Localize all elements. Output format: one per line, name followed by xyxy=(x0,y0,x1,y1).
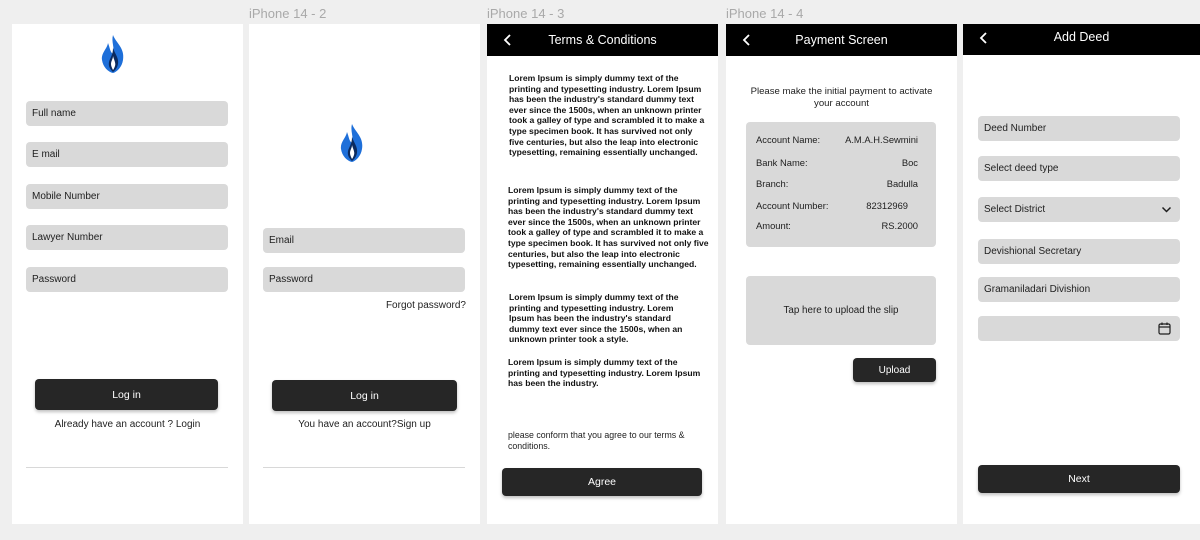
next-button[interactable]: Next xyxy=(978,465,1180,493)
date-field[interactable] xyxy=(978,316,1180,341)
info-label: Account Name: xyxy=(756,134,821,145)
login-button[interactable]: Log in xyxy=(272,380,457,411)
account-number-row xyxy=(756,200,918,211)
terms-screen xyxy=(487,24,718,524)
divider xyxy=(26,467,228,468)
flame-logo-icon xyxy=(98,34,128,74)
terms-paragraph-3: Lorem Ipsum is simply dummy text of the printing and typesetting industry. Lorem Ipsum has been the industry's standard dummy text ever since the 1500s, when an unknown printer took a style. xyxy=(509,292,683,345)
login-button[interactable]: Log in xyxy=(35,379,218,410)
email-field[interactable]: E mail xyxy=(26,142,228,167)
add-deed-screen xyxy=(963,24,1200,524)
chevron-down-icon xyxy=(1161,205,1172,214)
info-value: Badulla xyxy=(886,178,918,189)
login-screen xyxy=(249,24,480,524)
district-select-label: Select District xyxy=(984,204,1046,215)
upload-slip-area[interactable]: Tap here to upload the slip xyxy=(746,276,936,345)
info-label: Account Number: xyxy=(756,200,829,211)
divisional-secretary-field[interactable]: Devishional Secretary xyxy=(978,239,1180,264)
top-bar xyxy=(963,24,1200,55)
info-value: A.M.A.H.Sewmini xyxy=(845,134,918,145)
email-field[interactable]: Email xyxy=(263,228,465,253)
terms-paragraph-1: Lorem Ipsum is simply dummy text of the printing and typesetting industry. Lorem Ipsum has been the industry's standard dummy text ever since the 1500s, when an unknown printer took a galley of type and scrambled it to make a type specimen book. It has survived not only five centuries, but also the leap into electronic typesetting, remaining essentially unchanged. xyxy=(509,73,705,158)
lawyer-number-field[interactable]: Lawyer Number xyxy=(26,225,228,250)
flame-logo-icon xyxy=(337,123,367,163)
password-field[interactable]: Password xyxy=(263,267,465,292)
signup-link[interactable]: You have an account?Sign up xyxy=(298,419,431,430)
info-label: Amount: xyxy=(756,220,791,231)
payment-screen xyxy=(726,24,957,524)
forgot-password-link[interactable]: Forgot password? xyxy=(385,300,466,311)
agree-button[interactable]: Agree xyxy=(502,468,702,496)
bank-name-row xyxy=(756,157,918,168)
full-name-field[interactable]: Full name xyxy=(26,101,228,126)
payment-intro: Please make the initial payment to activate your account xyxy=(750,86,933,109)
info-value: Boc xyxy=(901,157,918,168)
deed-number-field[interactable]: Deed Number xyxy=(978,116,1180,141)
district-select[interactable] xyxy=(978,197,1180,222)
amount-row xyxy=(756,220,918,231)
gn-division-field[interactable]: Gramaniladari Divishion xyxy=(978,277,1180,302)
signup-screen xyxy=(12,24,243,524)
frame-label-4: iPhone 14 - 4 xyxy=(726,6,804,21)
terms-confirm-text: please conform that you agree to our terms & conditions. xyxy=(508,430,685,451)
frame-label-3: iPhone 14 - 3 xyxy=(487,6,565,21)
password-field[interactable]: Password xyxy=(26,267,228,292)
branch-row xyxy=(756,178,918,189)
terms-paragraph-2: Lorem Ipsum is simply dummy text of the printing and typesetting industry. Lorem Ipsum has been the industry's standard dummy text ever since the 1500s, when an unknown printer took a galley of type and scrambled it to make a type specimen book. It has survived not only five centuries, but also the leap into electronic typesetting, remaining essentially unchanged. xyxy=(508,185,709,270)
page-title: Terms & Conditions xyxy=(548,33,657,47)
upload-button[interactable]: Upload xyxy=(853,358,936,382)
page-title: Add Deed xyxy=(1053,30,1110,44)
page-title: Payment Screen xyxy=(795,33,888,47)
calendar-icon[interactable] xyxy=(1158,322,1171,335)
info-value: RS.2000 xyxy=(881,220,918,231)
info-label: Bank Name: xyxy=(756,157,808,168)
terms-paragraph-4: Lorem Ipsum is simply dummy text of the printing and typesetting industry. Lorem Ipsum has been the industry. xyxy=(508,357,701,389)
login-link[interactable]: Already have an account ? Login xyxy=(54,419,201,430)
bank-details-card xyxy=(746,122,936,247)
deed-type-select[interactable]: Select deed type xyxy=(978,156,1180,181)
divider xyxy=(263,467,465,468)
info-label: Branch: xyxy=(756,178,789,189)
top-bar xyxy=(726,24,957,56)
account-name-row xyxy=(756,134,918,145)
frame-label-2: iPhone 14 - 2 xyxy=(249,6,327,21)
mobile-number-field[interactable]: Mobile Number xyxy=(26,184,228,209)
info-value: 82312969 xyxy=(866,200,908,211)
top-bar xyxy=(487,24,718,56)
